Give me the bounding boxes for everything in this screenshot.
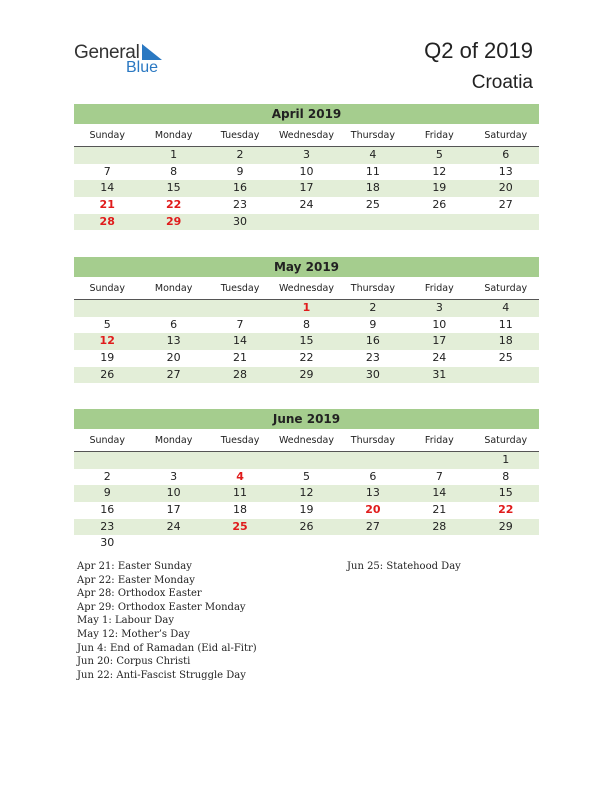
weekday-label: Tuesday [220, 283, 260, 294]
holiday-note: Jun 22: Anti-Fascist Struggle Day [77, 669, 246, 681]
month-title: June 2019 [74, 409, 539, 429]
date-cell [74, 452, 140, 469]
week-row [74, 317, 539, 334]
date-cell: 11 [498, 317, 513, 331]
date-cell: 8 [302, 317, 310, 331]
date-cell: 13 [166, 334, 181, 348]
logo-triangle-icon [142, 44, 164, 60]
holiday-note: Apr 28: Orthodox Easter [77, 588, 202, 600]
weekday-label: Sunday [89, 130, 125, 141]
date-cell: 2 [369, 301, 377, 314]
week-row [74, 180, 539, 197]
holiday-list-right [347, 560, 461, 574]
date-cell: 16 [365, 334, 380, 348]
brand-logo [74, 42, 174, 78]
date-cell: 20 [498, 181, 513, 195]
date-cell: 2 [236, 148, 244, 161]
holiday-list-left [77, 560, 257, 682]
month-title: May 2019 [74, 257, 539, 277]
holiday-date-cell: 1 [302, 301, 311, 314]
date-cell [473, 214, 539, 231]
date-cell: 17 [299, 181, 314, 195]
date-cell [207, 452, 273, 469]
country-name: Croatia [471, 72, 533, 93]
date-cell: 29 [498, 519, 513, 533]
holiday-date-cell: 21 [99, 198, 115, 212]
logo-word-general: General [74, 42, 140, 63]
week-row [74, 519, 539, 536]
date-cell: 5 [103, 317, 111, 331]
holiday-date-cell: 22 [498, 503, 514, 517]
date-cell: 15 [166, 181, 181, 195]
date-cell: 6 [502, 148, 510, 161]
week-row [74, 147, 539, 164]
holiday-note: Apr 29: Orthodox Easter Monday [77, 601, 246, 613]
date-cell: 7 [103, 164, 111, 178]
date-cell [207, 535, 273, 552]
date-cell: 26 [299, 519, 314, 533]
date-cell: 16 [100, 503, 115, 517]
date-cell [340, 535, 406, 552]
weekday-label: Tuesday [220, 435, 260, 446]
weekday-label: Friday [424, 130, 454, 141]
date-cell: 30 [100, 536, 115, 550]
date-cell: 24 [299, 198, 314, 212]
date-cell: 1 [170, 148, 178, 161]
weekday-label: Sunday [89, 283, 125, 294]
date-cell [406, 452, 472, 469]
date-cell: 8 [170, 164, 178, 178]
date-cell: 27 [498, 198, 513, 212]
holiday-note: May 1: Labour Day [77, 615, 174, 627]
date-cell: 7 [435, 469, 443, 483]
week-row [74, 300, 539, 317]
date-cell: 21 [432, 503, 447, 517]
weekday-label: Thursday [350, 283, 395, 294]
holiday-date-cell: 22 [165, 198, 182, 212]
date-cell: 24 [166, 519, 181, 533]
date-cell: 23 [365, 351, 380, 365]
date-cell: 20 [166, 351, 181, 365]
week-row [74, 469, 539, 486]
date-cell [406, 535, 472, 552]
date-cell: 22 [299, 351, 314, 365]
weekday-label: Thursday [350, 435, 395, 446]
date-cell: 25 [498, 351, 513, 365]
date-cell: 13 [498, 164, 513, 178]
week-row [74, 350, 539, 367]
date-cell: 15 [498, 486, 513, 500]
date-cell: 30 [365, 367, 380, 381]
month-calendar [74, 257, 539, 383]
date-cell: 6 [369, 469, 377, 483]
date-cell [340, 214, 406, 231]
date-cell: 27 [365, 519, 380, 533]
date-cell [140, 452, 206, 469]
holiday-date-cell: 20 [365, 503, 381, 517]
holiday-date-cell: 28 [99, 214, 115, 228]
date-cell: 4 [369, 148, 377, 161]
date-cell: 23 [233, 198, 248, 212]
date-cell [74, 147, 140, 164]
date-cell: 3 [170, 469, 178, 483]
week-row [74, 502, 539, 519]
date-cell: 19 [299, 503, 314, 517]
week-row [74, 164, 539, 181]
date-cell: 19 [100, 351, 115, 365]
week-row [74, 197, 539, 214]
date-cell: 18 [233, 503, 248, 517]
holiday-date-cell: 29 [165, 214, 182, 228]
weekday-label: Saturday [484, 435, 528, 446]
date-cell: 13 [365, 486, 380, 500]
date-cell: 3 [302, 148, 310, 161]
weekday-label: Tuesday [220, 130, 260, 141]
date-cell: 9 [369, 317, 377, 331]
weekday-header-row [74, 432, 539, 452]
date-cell [207, 300, 273, 317]
date-cell: 17 [166, 503, 181, 517]
date-cell [273, 214, 339, 231]
date-cell: 24 [432, 351, 447, 365]
holiday-note: Jun 25: Statehood Day [347, 561, 461, 572]
date-cell: 18 [365, 181, 380, 195]
date-cell: 9 [236, 164, 244, 178]
date-cell: 11 [365, 164, 380, 178]
holiday-date-cell: 4 [236, 469, 244, 483]
weekday-label: Saturday [484, 283, 528, 294]
week-row [74, 485, 539, 502]
date-cell: 5 [302, 469, 310, 483]
date-cell: 26 [100, 367, 115, 381]
date-cell: 23 [100, 519, 115, 533]
date-cell: 10 [166, 486, 181, 500]
month-title: April 2019 [74, 104, 539, 124]
holiday-note: Jun 4: End of Ramadan (Eid al-Fitr) [77, 642, 257, 654]
week-row [74, 535, 539, 552]
date-cell: 7 [236, 317, 244, 331]
date-cell: 16 [233, 181, 248, 195]
holiday-date-cell: 25 [232, 519, 248, 533]
weekday-header-row [74, 127, 539, 147]
weekday-label: Monday [154, 130, 193, 141]
date-cell: 21 [233, 351, 248, 365]
date-cell: 29 [299, 367, 314, 381]
week-row [74, 333, 539, 350]
date-cell [140, 535, 206, 552]
date-cell: 25 [365, 198, 380, 212]
date-cell: 15 [299, 334, 314, 348]
month-calendar [74, 104, 539, 230]
date-cell [406, 214, 472, 231]
date-cell: 26 [432, 198, 447, 212]
date-cell: 27 [166, 367, 181, 381]
date-cell: 14 [432, 486, 447, 500]
holiday-note: Apr 22: Easter Monday [77, 574, 195, 586]
week-row [74, 367, 539, 384]
weekday-label: Friday [424, 283, 454, 294]
weekday-label: Thursday [350, 130, 395, 141]
holiday-note: Apr 21: Easter Sunday [77, 561, 192, 572]
date-cell: 9 [103, 486, 111, 500]
weekday-label: Monday [154, 283, 193, 294]
date-cell [473, 535, 539, 552]
date-cell: 3 [435, 301, 443, 314]
date-cell: 11 [233, 486, 248, 500]
month-calendar [74, 409, 539, 552]
weekday-label: Wednesday [278, 283, 334, 294]
logo-word-blue: Blue [126, 59, 159, 76]
weekday-label: Sunday [89, 435, 125, 446]
date-cell: 8 [502, 469, 510, 483]
date-cell [140, 300, 206, 317]
holiday-note: May 12: Mother’s Day [77, 628, 190, 640]
weekday-label: Friday [424, 435, 454, 446]
date-cell: 5 [435, 148, 443, 161]
holiday-note: Jun 20: Corpus Christi [77, 656, 191, 668]
date-cell: 14 [100, 181, 115, 195]
date-cell: 10 [299, 164, 314, 178]
date-cell [273, 535, 339, 552]
date-cell: 17 [432, 334, 447, 348]
weekday-label: Monday [154, 435, 193, 446]
date-cell [340, 452, 406, 469]
date-cell [74, 300, 140, 317]
date-cell: 31 [432, 367, 447, 381]
date-cell: 14 [233, 334, 248, 348]
date-cell: 18 [498, 334, 513, 348]
date-cell: 2 [103, 469, 111, 483]
date-cell: 4 [502, 301, 510, 314]
date-cell: 10 [432, 317, 447, 331]
weekday-label: Wednesday [278, 435, 334, 446]
date-cell: 28 [432, 519, 447, 533]
date-cell: 12 [299, 486, 314, 500]
date-cell: 12 [432, 164, 447, 178]
week-row [74, 214, 539, 231]
date-cell: 30 [233, 214, 248, 228]
date-cell [473, 367, 539, 384]
date-cell: 28 [233, 367, 248, 381]
weekday-label: Wednesday [278, 130, 334, 141]
date-cell: 19 [432, 181, 447, 195]
date-cell [273, 452, 339, 469]
page-title: Q2 of 2019 [424, 38, 533, 63]
weekday-header-row [74, 280, 539, 300]
date-cell: 1 [502, 453, 510, 466]
date-cell: 6 [170, 317, 178, 331]
holiday-date-cell: 12 [99, 334, 115, 348]
week-row [74, 452, 539, 469]
weekday-label: Saturday [484, 130, 528, 141]
